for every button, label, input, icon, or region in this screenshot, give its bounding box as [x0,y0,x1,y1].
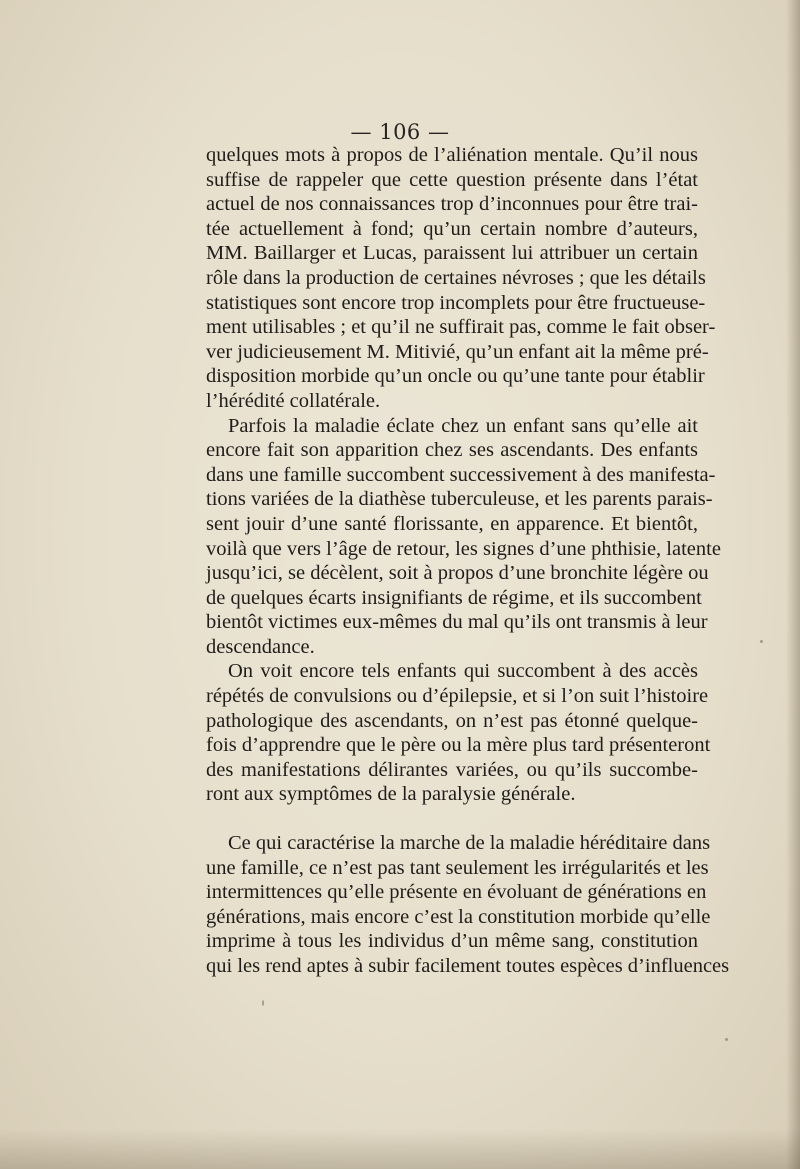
text-line: On voit encore tels enfants qui succombent à des accès [228,660,698,683]
text-line: Ce qui caractérise la marche de la maladie héréditaire dans [228,832,711,855]
paragraph-spacer [206,807,698,831]
page-number: — 106 — [350,120,450,144]
text-line: répétés de convulsions ou d’épilepsie, et si l’on suit l’histoire [206,685,709,708]
text-line: ver judicieusement M. Mitivié, qu’un enfant ait la même pré- [206,340,709,363]
text-line: jusqu’ici, se décèlent, soit à propos d’une bronchite légère ou [206,562,709,585]
paper-speck [725,1038,728,1041]
text-line: voilà que vers l’âge de retour, les signes d’une phthisie, latente [206,537,721,560]
text-line: MM. Baillarger et Lucas, paraissent lui attribuer un certain [206,242,698,265]
text-line: bientôt victimes eux-mêmes du mal qu’ils ont transmis à leur [206,611,708,634]
text-line: générations, mais encore c’est la constitution morbide qu’elle [206,905,711,928]
text-line: statistiques sont encore trop incomplets pour être fructueuse- [206,291,706,314]
text-line: une famille, ce n’est pas tant seulement les irrégularités et les [206,856,709,879]
text-line: ment utilisables ; et qu’il ne suffirait pas, comme le fait obser- [206,316,716,339]
text-line: pathologique des ascendants, on n’est pas étonné quelque- [206,709,698,732]
text-line: fois d’apprendre que le père ou la mère plus tard présenteront [206,734,711,757]
text-line: dans une famille succombent successivement à des manifesta- [206,463,716,486]
text-line: des manifestations délirantes variées, ou qu’ils succombe- [206,758,698,781]
text-line: descendance. [206,635,315,658]
text-line: tée actuellement à fond; qu’un certain nombre d’auteurs, [206,217,698,240]
paragraph-2 [206,414,721,660]
text-line: disposition morbide qu’un oncle ou qu’une tante pour établir [206,365,705,388]
paragraph-1 [206,143,716,414]
text-line: tions variées de la diathèse tuberculeuse, et les parents parais- [206,488,713,511]
text-line: de quelques écarts insignifiants de régime, et ils succombent [206,586,702,609]
paper-speck [262,1000,264,1006]
body-text [206,143,730,979]
text-line: Parfois la maladie éclate chez un enfant sans qu’elle ait [228,414,698,437]
paper-speck [760,640,763,643]
text-line: l’hérédité collatérale. [206,389,381,412]
text-line: intermittences qu’elle présente en évoluant de générations en [206,881,707,904]
text-line: qui les rend aptes à subir facilement toutes espèces d’influences [206,955,730,977]
page-bottom-shadow [0,1129,800,1169]
text-line: imprime à tous les individus d’un même sang, constitution [206,930,698,953]
page-edge-shadow [786,0,800,1169]
text-line: ront aux symptômes de la paralysie générale. [206,783,576,806]
text-line: suffise de rappeler que cette question présente dans l’état [206,168,698,191]
text-line: rôle dans la production de certaines névroses ; que les détails [206,266,706,289]
text-line: encore fait son apparition chez ses ascendants. Des enfants [206,439,698,462]
paragraph-4 [206,831,730,979]
text-line: actuel de nos connaissances trop d’inconnues pour être trai- [206,193,698,216]
text-line: sent jouir d’une santé florissante, en apparence. Et bientôt, [206,512,698,535]
paragraph-3 [206,659,711,807]
text-line: quelques mots à propos de l’aliénation mentale. Qu’il nous [206,144,698,166]
